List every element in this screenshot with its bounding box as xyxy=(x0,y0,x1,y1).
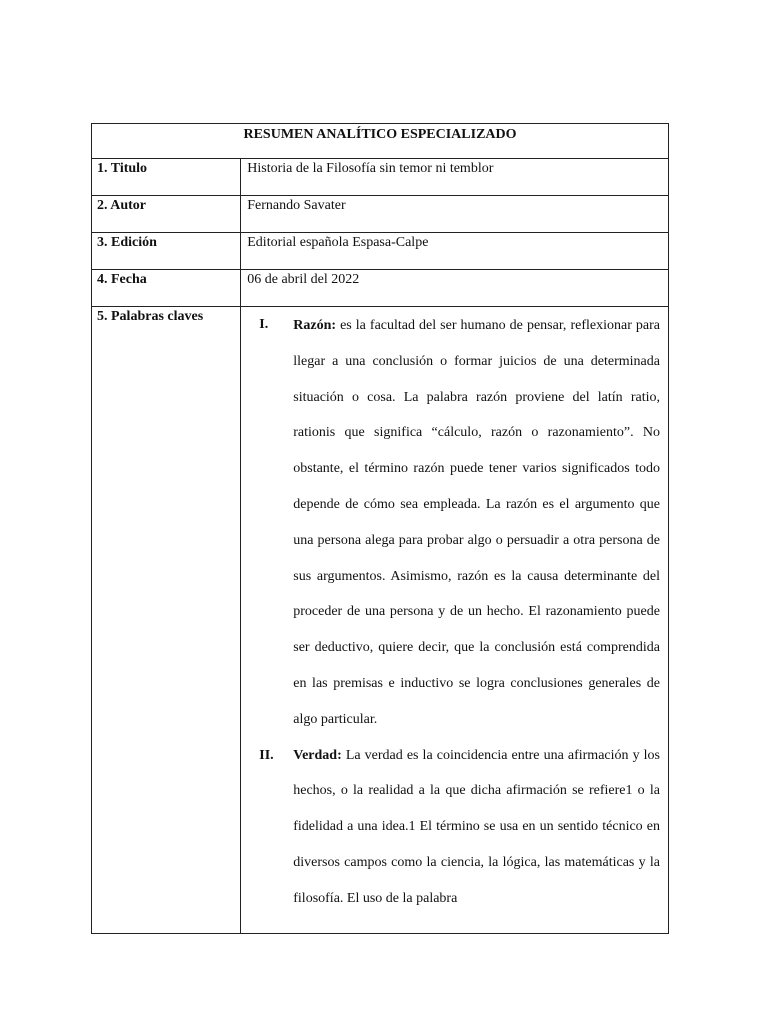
row-label: 3. Edición xyxy=(92,233,241,270)
row-value: Editorial española Espasa-Calpe xyxy=(241,233,669,270)
row-value: Fernando Savater xyxy=(241,196,669,233)
keyword-term: Razón: xyxy=(293,318,337,333)
row-value: 06 de abril del 2022 xyxy=(241,270,669,307)
keyword-definition: es la facultad del ser humano de pensar, reflexionar para llegar a una conclusión o formar juicios de una determinada situación o cosa. La palabra razón proviene del latín ratio, rationis que significa “cálculo, razón o razonamiento”. No obstante, el término razón puede tener varios significados todo depende de cómo sea empleada. La razón es el argumento que una persona alega para probar algo o persuadir a otra persona de sus argumentos. Asimismo, razón es la causa determinante del proceder de una persona y de un hecho. El razonamiento puede ser deductivo, quiere decir, que la conclusión está comprendida en las premisas e inductivo se logra conclusiones generales de algo particular. xyxy=(293,318,660,727)
table-row-date xyxy=(92,270,669,307)
keywords-list xyxy=(241,307,668,917)
document-title: RESUMEN ANALÍTICO ESPECIALIZADO xyxy=(243,127,517,142)
keyword-item xyxy=(241,738,668,917)
keyword-paragraph xyxy=(293,308,660,738)
row-label: 1. Titulo xyxy=(92,159,241,196)
keywords-cell xyxy=(241,307,669,934)
summary-table xyxy=(91,123,669,934)
table-row-keywords xyxy=(92,307,669,934)
table-title-cell xyxy=(92,124,669,159)
row-value: Historia de la Filosofía sin temor ni temblor xyxy=(241,159,669,196)
keyword-numeral: I. xyxy=(259,317,269,332)
row-label: 4. Fecha xyxy=(92,270,241,307)
keyword-paragraph xyxy=(293,738,660,917)
keyword-numeral: II. xyxy=(259,747,274,763)
keyword-definition: La verdad es la coincidencia entre una afirmación y los hechos, o la realidad a la que dicha afirmación se refiere1 o la fidelidad a una idea.1 El término se usa en un sentido técnico en diversos campos como la ciencia, la lógica, las matemáticas y la filosofía. El uso de la palabra xyxy=(293,747,660,906)
table-header-row xyxy=(92,124,669,159)
table-row-title xyxy=(92,159,669,196)
row-label: 2. Autor xyxy=(92,196,241,233)
table-row-edition xyxy=(92,233,669,270)
row-label: 5. Palabras claves xyxy=(92,307,241,934)
keyword-term: Verdad: xyxy=(293,747,342,763)
keyword-item xyxy=(241,307,668,738)
table-row-author xyxy=(92,196,669,233)
